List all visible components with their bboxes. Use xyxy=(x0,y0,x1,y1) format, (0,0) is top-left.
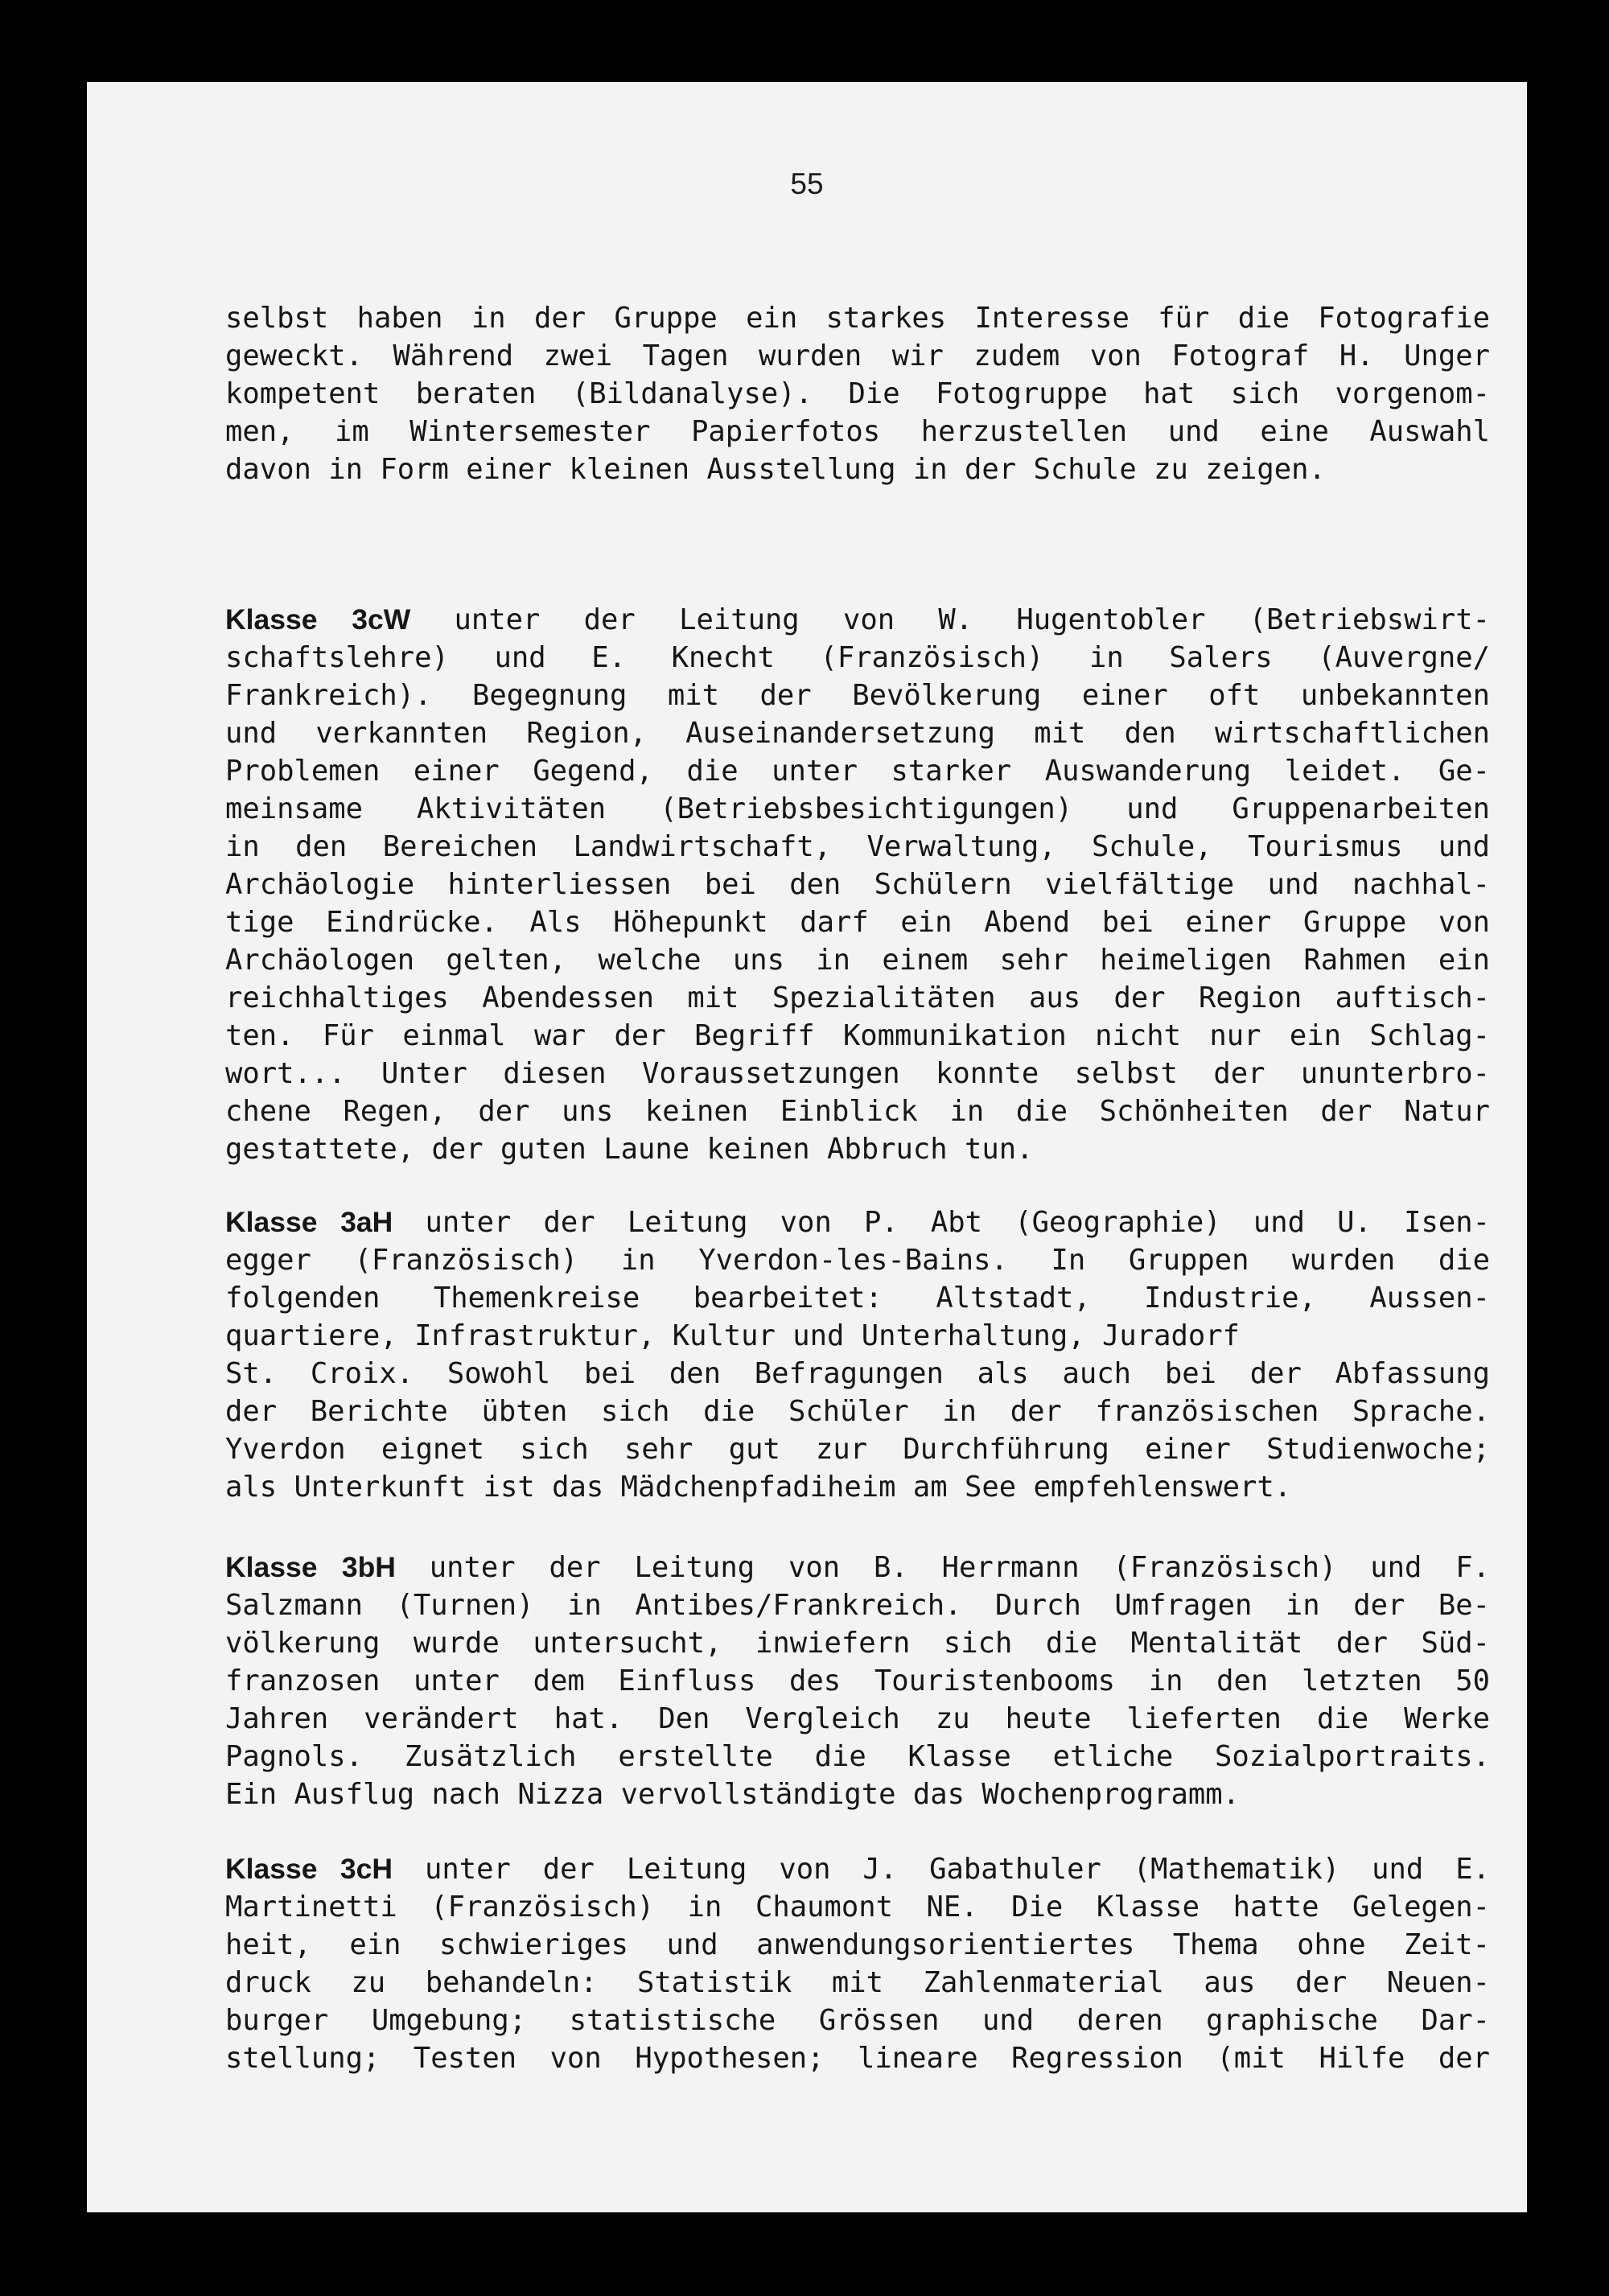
paragraph-klasse-3ah xyxy=(225,1204,1490,1506)
text-line: Frankreich). Begegnung mit der Bevölkerung einer oft unbekannten xyxy=(225,679,1490,712)
text-line: Ein Ausflug nach Nizza vervollständigte das Wochenprogramm. xyxy=(225,1778,1240,1811)
text-line: reichhaltiges Abendessen mit Spezialitäten aus der Region auftisch- xyxy=(225,981,1490,1014)
text-line: geweckt. Während zwei Tagen wurden wir zudem von Fotograf H. Unger xyxy=(225,339,1490,372)
text-line: Martinetti (Französisch) in Chaumont NE. Die Klasse hatte Gelegen- xyxy=(225,1891,1490,1924)
text-line: chene Regen, der uns keinen Einblick in die Schönheiten der Natur xyxy=(225,1095,1490,1128)
text-line: wort... Unter diesen Voraussetzungen konnte selbst der ununterbro- xyxy=(225,1057,1490,1090)
text-line: men, im Wintersemester Papierfotos herzustellen und eine Auswahl xyxy=(225,415,1490,448)
text-line: burger Umgebung; statistische Grössen und deren graphische Dar- xyxy=(225,2004,1490,2037)
text-line: Problemen einer Gegend, die unter starker Auswanderung leidet. Ge- xyxy=(225,755,1490,788)
paragraph-klasse-3bh xyxy=(225,1549,1490,1813)
text-line: schaftslehre) und E. Knecht (Französisch) in Salers (Auvergne/ xyxy=(225,641,1490,674)
text-line: in den Bereichen Landwirtschaft, Verwaltung, Schule, Tourismus und xyxy=(225,830,1490,863)
text-line: heit, ein schwieriges und anwendungsorientiertes Thema ohne Zeit- xyxy=(225,1928,1490,1961)
text-line: Archäologen gelten, welche uns in einem sehr heimeligen Rahmen ein xyxy=(225,944,1490,977)
text-line: der Berichte übten sich die Schüler in der französischen Sprache. xyxy=(225,1395,1490,1428)
paragraph-klasse-3ch xyxy=(225,1850,1490,2077)
text-line: franzosen unter dem Einfluss des Touristenbooms in den letzten 50 xyxy=(225,1664,1490,1697)
class-heading: Klasse 3aH xyxy=(225,1206,393,1238)
text-line: gestattete, der guten Laune keinen Abbruch tun. xyxy=(225,1133,1034,1166)
text-line: St. Croix. Sowohl bei den Befragungen als auch bei der Abfassung xyxy=(225,1357,1490,1390)
text-line: egger (Französisch) in Yverdon-les-Bains. In Gruppen wurden die xyxy=(225,1244,1490,1277)
text-line: davon in Form einer kleinen Ausstellung in der Schule zu zeigen. xyxy=(225,453,1326,486)
text-line-with-heading xyxy=(225,1549,1490,1586)
text-fragment: unter der Leitung von W. Hugentobler (Betriebswirt- xyxy=(410,603,1490,636)
text-line: Pagnols. Zusätzlich erstellte die Klasse etliche Sozialportraits. xyxy=(225,1740,1490,1773)
text-line: völkerung wurde untersucht, inwiefern sich die Mentalität der Süd- xyxy=(225,1627,1490,1660)
text-line: und verkannten Region, Auseinandersetzung mit den wirtschaftlichen xyxy=(225,717,1490,750)
text-line: Yverdon eignet sich sehr gut zur Durchführung einer Studienwoche; xyxy=(225,1433,1490,1466)
text-line: ten. Für einmal war der Begriff Kommunikation nicht nur ein Schlag- xyxy=(225,1019,1490,1052)
class-heading: Klasse 3cW xyxy=(225,603,411,636)
class-heading: Klasse 3cH xyxy=(225,1853,393,1885)
text-line: Archäologie hinterliessen bei den Schülern vielfältige und nachhal- xyxy=(225,868,1490,901)
text-fragment: unter der Leitung von B. Herrmann (Französisch) und F. xyxy=(395,1551,1490,1584)
text-line: folgenden Themenkreise bearbeitet: Altstadt, Industrie, Aussen- xyxy=(225,1282,1490,1315)
text-line: kompetent beraten (Bildanalyse). Die Fotogruppe hat sich vorgenom- xyxy=(225,377,1490,410)
text-line: meinsame Aktivitäten (Betriebsbesichtigungen) und Gruppenarbeiten xyxy=(225,792,1490,825)
paragraph-fotogruppe xyxy=(225,299,1490,488)
text-fragment: unter der Leitung von P. Abt (Geographie) und U. Isen- xyxy=(393,1206,1490,1239)
text-line-with-heading xyxy=(225,1204,1490,1241)
text-line: Salzmann (Turnen) in Antibes/Frankreich. Durch Umfragen in der Be- xyxy=(225,1589,1490,1622)
document-page xyxy=(87,82,1527,2212)
paragraph-klasse-3cw xyxy=(225,601,1490,1168)
page-number: 55 xyxy=(790,167,824,200)
text-line-with-heading xyxy=(225,601,1490,639)
text-line: quartiere, Infrastruktur, Kultur und Unterhaltung, Juradorf xyxy=(225,1319,1240,1352)
class-heading: Klasse 3bH xyxy=(225,1551,396,1583)
text-fragment: unter der Leitung von J. Gabathuler (Mathematik) und E. xyxy=(393,1853,1490,1886)
text-line-with-heading xyxy=(225,1850,1490,1888)
text-line: Jahren verändert hat. Den Vergleich zu heute lieferten die Werke xyxy=(225,1702,1490,1735)
text-line: tige Eindrücke. Als Höhepunkt darf ein Abend bei einer Gruppe von xyxy=(225,906,1490,939)
text-line: selbst haben in der Gruppe ein starkes Interesse für die Fotografie xyxy=(225,302,1490,335)
text-line: stellung; Testen von Hypothesen; lineare Regression (mit Hilfe der xyxy=(225,2042,1490,2075)
text-line: druck zu behandeln: Statistik mit Zahlenmaterial aus der Neuen- xyxy=(225,1966,1490,1999)
text-line: als Unterkunft ist das Mädchenpfadiheim am See empfehlenswert. xyxy=(225,1471,1292,1504)
